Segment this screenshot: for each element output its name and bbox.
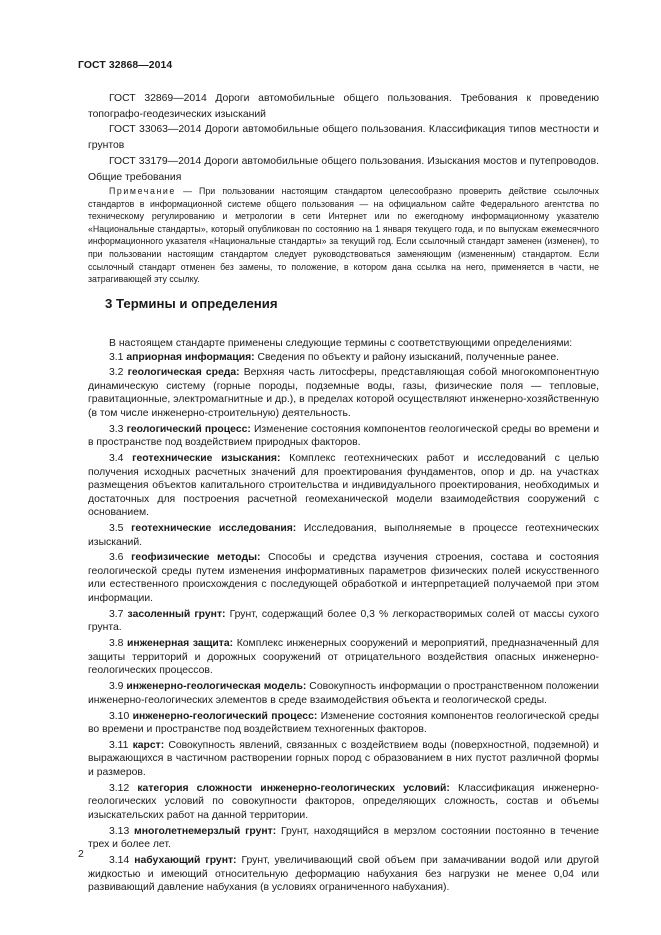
term-definition: Комплекс геотехнических работ и исследований с целью получения исходных расчетных значений для проектирования фундаментов, опор и др. на участках размещения объектов капитального строительства и индивидуального проектирования, необходимых и достаточных для построения расчетной геомеханической модели взаимодействия сооружений с основанием.	[88, 453, 600, 519]
page-number: 2	[78, 849, 84, 860]
term-entry	[88, 366, 599, 420]
term-name: инженерно-геологический процесс:	[132, 710, 318, 722]
term-name: геофизические методы:	[131, 552, 261, 564]
term-entry	[88, 608, 599, 635]
section-intro: В настоящем стандарте применены следующие термины с соответствующими определениями:	[109, 338, 573, 349]
terms-list	[88, 337, 599, 897]
term-number: 3.10	[109, 710, 130, 722]
term-name: набухающий грунт:	[134, 855, 237, 867]
term-name: инженерная защита:	[127, 638, 234, 650]
reference-item: ГОСТ 32869—2014 Дороги автомобильные общего пользования. Требования к проведению топографо-геодезических изысканий	[88, 93, 599, 120]
term-number: 3.3	[109, 423, 124, 435]
term-definition: Изменение состояния компонентов геологической среды во времени и в пространстве под воздействием природных факторов.	[88, 423, 600, 449]
term-name: засоленный грунт:	[127, 608, 226, 620]
term-number: 3.4	[109, 453, 124, 465]
term-number: 3.7	[109, 608, 124, 620]
term-name: геологическая среда:	[127, 367, 240, 379]
note-text: — При пользовании настоящим стандартом целесообразно проверить действие ссылочных стандартов в информационной системе общего пользования — на официальном сайте Федерального агентства по техническому регулированию и метрологии в сети Интернет или по ежегодному информационному указателю «Национальные стандарты», который опубликован по состоянию на 1 января текущего года, и по выпускам ежемесячного информационного указателя «Национальные стандарты» за текущий год. Если ссылочный стандарт заменен (изменен), то при пользовании настоящим стандартом следует руководствоваться заменяющим (измененным) стандартом. Если ссылочный стандарт отменен без замены, то положение, в котором дана ссылка на него, применяется в части, не затрагивающей эту ссылку.	[88, 186, 599, 285]
term-number: 3.14	[109, 855, 130, 867]
references-note	[88, 185, 599, 286]
term-name: карст:	[132, 739, 165, 751]
term-number: 3.8	[109, 638, 124, 650]
term-entry	[88, 637, 599, 678]
standard-code-header: ГОСТ 32868—2014	[78, 60, 173, 71]
term-name: геологический процесс:	[126, 423, 251, 435]
term-number: 3.9	[109, 681, 124, 693]
term-entry	[88, 854, 599, 895]
term-number: 3.11	[109, 739, 129, 751]
term-entry	[88, 825, 599, 852]
term-entry	[88, 782, 599, 823]
term-entry	[88, 739, 599, 780]
term-entry	[88, 351, 599, 365]
term-definition: Грунт, находящийся в мерзлом состоянии постоянно в течение трех и более лет.	[88, 825, 600, 851]
term-entry	[88, 680, 599, 707]
reference-item: ГОСТ 33179—2014 Дороги автомобильные общего пользования. Изыскания мостов и путепроводов. Общие требования	[88, 155, 599, 183]
term-number: 3.2	[109, 367, 124, 379]
term-number: 3.13	[109, 825, 130, 837]
term-definition: Способы и средства изучения строения, состава и состояния геологической среды путем изменения информативных параметров физических полей искусственного или естественного происхождения с последующей обработкой и интерпретацией получаемой при этом информации.	[88, 552, 599, 604]
term-definition: Верхняя часть литосферы, представляющая собой многокомпонентную динамическую систему (горные породы, подземные воды, газы, физические поля — тепловые, гравитационные, электромагнитные и др.), в пределах которой осуществляют инженерно-хозяйственную (в том числе инженерно-строительную) деятельность.	[88, 367, 600, 419]
term-definition: Сведения по объекту и району изысканий, полученные ранее.	[254, 351, 559, 363]
note-paragraph	[88, 185, 599, 286]
note-label: Примечание	[109, 186, 176, 196]
term-definition: Комплекс инженерных сооружений и мероприятий, предназначенный для защиты территорий и дорожных сооружений от отрицательного воздействия опасных инженерно-геологических процессов.	[88, 638, 599, 677]
term-definition: Исследования, выполняемые в процессе геотехнических изысканий.	[88, 523, 599, 548]
term-name: априорная информация:	[126, 351, 255, 363]
term-definition: Грунт, увеличивающий свой объем при замачивании водой или другой жидкостью и имеющий относительную деформацию набухания без нагрузки не менее 0,04 или развивающий давление набухания (в условиях ограниченного набухания).	[88, 855, 600, 894]
term-number: 3.6	[109, 552, 124, 564]
term-definition: Грунт, содержащий более 0,3 % легкорастворимых солей от массы сухого грунта.	[88, 608, 600, 634]
term-number: 3.1	[109, 351, 124, 363]
term-definition: Совокупность явлений, связанных с воздействием воды (поверхностной, подземной) и выражающихся в частичном растворении горных пород с образованием в них пустот различной формы и размеров.	[88, 739, 599, 778]
term-name: геотехнические изыскания:	[132, 453, 281, 465]
term-definition: Совокупность информации о пространственном положении инженерно-геологических элементов в среде взаимодействия объекта и геологической среды.	[88, 681, 599, 706]
term-entry	[88, 710, 599, 737]
term-number: 3.5	[109, 523, 124, 535]
section-title: 3 Термины и определения	[105, 296, 278, 311]
term-definition: Классификация инженерно-геологических условий по совокупности факторов, определяющих сложность, состав и объемы изыскательских работ на данной территории.	[88, 782, 599, 821]
term-entry	[88, 551, 599, 605]
term-name: многолетнемерзлый грунт:	[134, 825, 277, 837]
normative-references	[88, 91, 599, 185]
term-name: категория сложности инженерно-геологических условий:	[137, 782, 450, 794]
reference-item: ГОСТ 33063—2014 Дороги автомобильные общего пользования. Классификация типов местности и грунтов	[88, 124, 599, 152]
term-definition: Изменение состояния компонентов геологической среды во времени и пространстве под воздействием техногенных факторов.	[88, 710, 599, 736]
term-entry	[88, 423, 599, 450]
term-entry	[88, 522, 599, 549]
term-entry	[88, 452, 599, 520]
term-number: 3.12	[109, 782, 130, 794]
term-name: геотехнические исследования:	[131, 523, 297, 535]
term-name: инженерно-геологическая модель:	[126, 681, 307, 693]
